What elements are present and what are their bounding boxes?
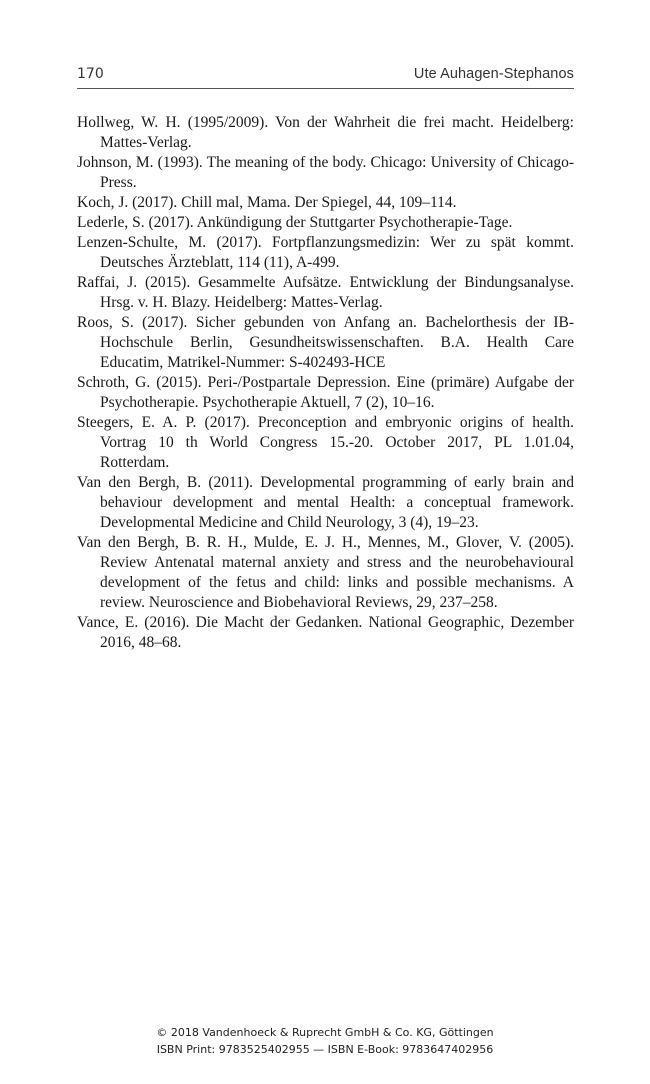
reference-entry: Koch, J. (2017). Chill mal, Mama. Der Spiegel, 44, 109–114. <box>77 194 457 211</box>
reference-list <box>77 113 574 653</box>
reference-entry: Hollweg, W. H. (1995/2009). Von der Wahrheit die frei macht. Heidelberg: Mattes-Verlag. <box>77 114 574 151</box>
reference-entry: Van den Bergh, B. R. H., Mulde, E. J. H., Mennes, M., Glover, V. (2005). Review Antenatal maternal anxiety and stress and the neurobehavioural development of the fetus and child: links and possible mechanisms. A review. Neuroscience and Biobehavioral Reviews, 29, 237–258. <box>77 534 574 611</box>
reference-entry: Van den Bergh, B. (2011). Developmental programming of early brain and behaviour development and mental Health: a conceptual framework. Developmental Medicine and Child Neurology, 3 (4), 19–23. <box>77 474 574 531</box>
reference-entry: Lederle, S. (2017). Ankündigung der Stuttgarter Psychotherapie-Tage. <box>77 214 513 231</box>
running-head-author: Ute Auhagen-Stephanos <box>413 66 574 82</box>
reference-entry: Steegers, E. A. P. (2017). Preconception and embryonic origins of health. Vortrag 10 th World Congress 15.-20. October 2017, PL 1.01.04, Rotterdam. <box>77 414 574 471</box>
page-footer <box>0 1024 650 1058</box>
reference-entry: Schroth, G. (2015). Peri-/Postpartale Depression. Eine (primäre) Aufgabe der Psychotherapie. Psychotherapie Aktuell, 7 (2), 10–16. <box>77 374 574 411</box>
isbn-line: ISBN Print: 9783525402955 — ISBN E-Book: 9783647402956 <box>156 1043 494 1056</box>
reference-entry: Roos, S. (2017). Sicher gebunden von Anfang an. Bachelorthesis der IB-Hochschule Berlin, Gesundheitswissenschaften. B.A. Health Care Educatim, Matrikel-Nummer: S-402493-HCE <box>77 314 574 371</box>
reference-entry: Lenzen-Schulte, M. (2017). Fortpflanzungsmedizin: Wer zu spät kommt. Deutsches Ärzteblatt, 114 (11), A-499. <box>77 234 574 271</box>
copyright-notice: © 2018 Vandenhoeck & Ruprecht GmbH & Co. KG, Göttingen <box>156 1026 494 1039</box>
page-number: 170 <box>77 66 104 82</box>
reference-entry: Vance, E. (2016). Die Macht der Gedanken. National Geographic, Dezember 2016, 48–68. <box>77 614 574 651</box>
reference-entry: Raffai, J. (2015). Gesammelte Aufsätze. Entwicklung der Bindungsanalyse. Hrsg. v. H. Blazy. Heidelberg: Mattes-Verlag. <box>77 274 574 311</box>
running-head <box>77 62 574 89</box>
reference-entry: Johnson, M. (1993). The meaning of the body. Chicago: University of Chicago-Press. <box>77 154 574 191</box>
